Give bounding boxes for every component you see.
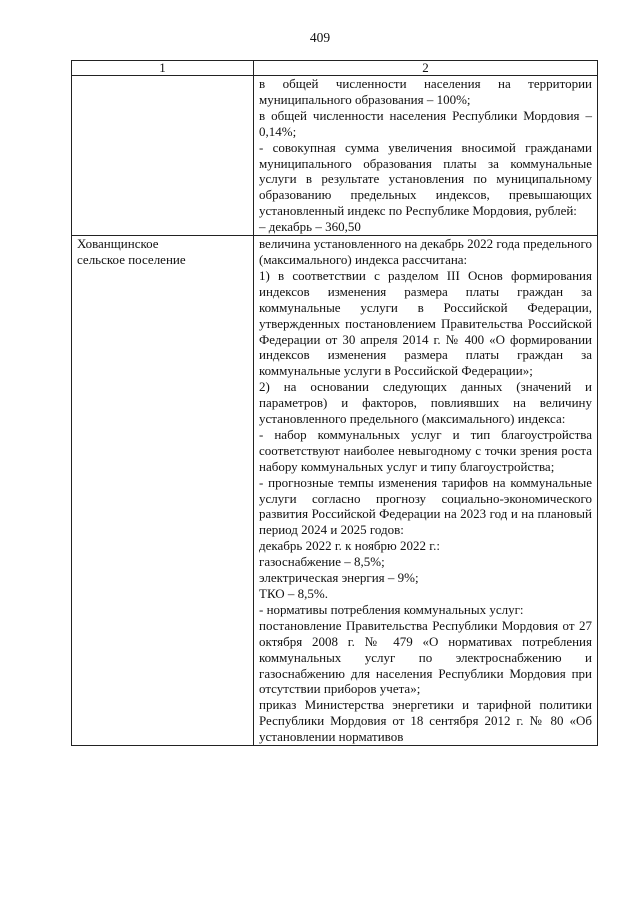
- paragraph: – декабрь – 360,50: [259, 219, 361, 235]
- paragraph: - совокупная сумма увеличения вносимой гражданами муниципального образования платы за коммунальные услуги в результате установления по муниципальному образованию предельных индексов, превышающих установленный индекс по Республике Мордовия, рублей:: [259, 139, 592, 219]
- table-header-row: [72, 61, 598, 76]
- document-table: [71, 60, 598, 746]
- paragraph: в общей численности населения на территории муниципального образования – 100%;: [259, 76, 592, 107]
- municipality-cell: [72, 236, 254, 746]
- paragraph: - прогнозные темпы изменения тарифов на коммунальные услуги согласно прогнозу социально-экономического развития Российской Федерации на 2023 год и на плановый период 2024 и 2025 годов:: [259, 474, 592, 538]
- paragraph: - нормативы потребления коммунальных услуг:: [259, 601, 524, 617]
- column-header-1: 1: [72, 61, 254, 76]
- municipality-cell: [72, 76, 254, 236]
- paragraph: декабрь 2022 г. к ноябрю 2022 г.:: [259, 538, 440, 554]
- column-header-2: 2: [254, 61, 598, 76]
- paragraph: 2) на основании следующих данных (значений и параметров) и факторов, повлиявших на величину установленного предельного (максимального) индекса:: [259, 379, 592, 427]
- municipality-name-line: сельское поселение: [77, 251, 186, 267]
- table-row: [72, 76, 598, 236]
- table-row: [72, 236, 598, 746]
- paragraph: - набор коммунальных услуг и тип благоустройства соответствуют наиболее невыгодному с точки зрения роста набору коммунальных услуг и типу благоустройства;: [259, 426, 592, 474]
- paragraph: электрическая энергия – 9%;: [259, 570, 419, 586]
- paragraph: газоснабжение – 8,5%;: [259, 554, 385, 570]
- paragraph: постановление Правительства Республики Мордовия от 27 октября 2008 г. № 479 «О нормативах потребления коммунальных услуг по электроснабжению и газоснабжению для населения Республики Мордовия при отсутствии приборов учета»;: [259, 617, 592, 697]
- paragraph: в общей численности населения Республики Мордовия – 0,14%;: [259, 107, 592, 139]
- paragraph: величина установленного на декабрь 2022 года предельного (максимального) индекса рассчитана:: [259, 236, 592, 267]
- description-cell: [254, 76, 598, 236]
- municipality-name-line: Хованщинское: [77, 236, 159, 252]
- page-number: 409: [309, 30, 331, 45]
- paragraph: приказ Министерства энергетики и тарифной политики Республики Мордовия от 18 сентября 2012 г. № 80 «Об установлении нормативов: [259, 697, 592, 745]
- paragraph: ТКО – 8,5%.: [259, 586, 329, 601]
- paragraph: 1) в соответствии с разделом III Основ формирования индексов изменения размера платы граждан за коммунальные услуги в Российской Федерации, утвержденных постановлением Правительства Российской Федерации от 30 апреля 2014 г. № 400 «О формировании индексов изменения размера платы граждан за коммунальные услуги в Российской Федерации»;: [259, 267, 592, 379]
- description-cell: [254, 236, 598, 746]
